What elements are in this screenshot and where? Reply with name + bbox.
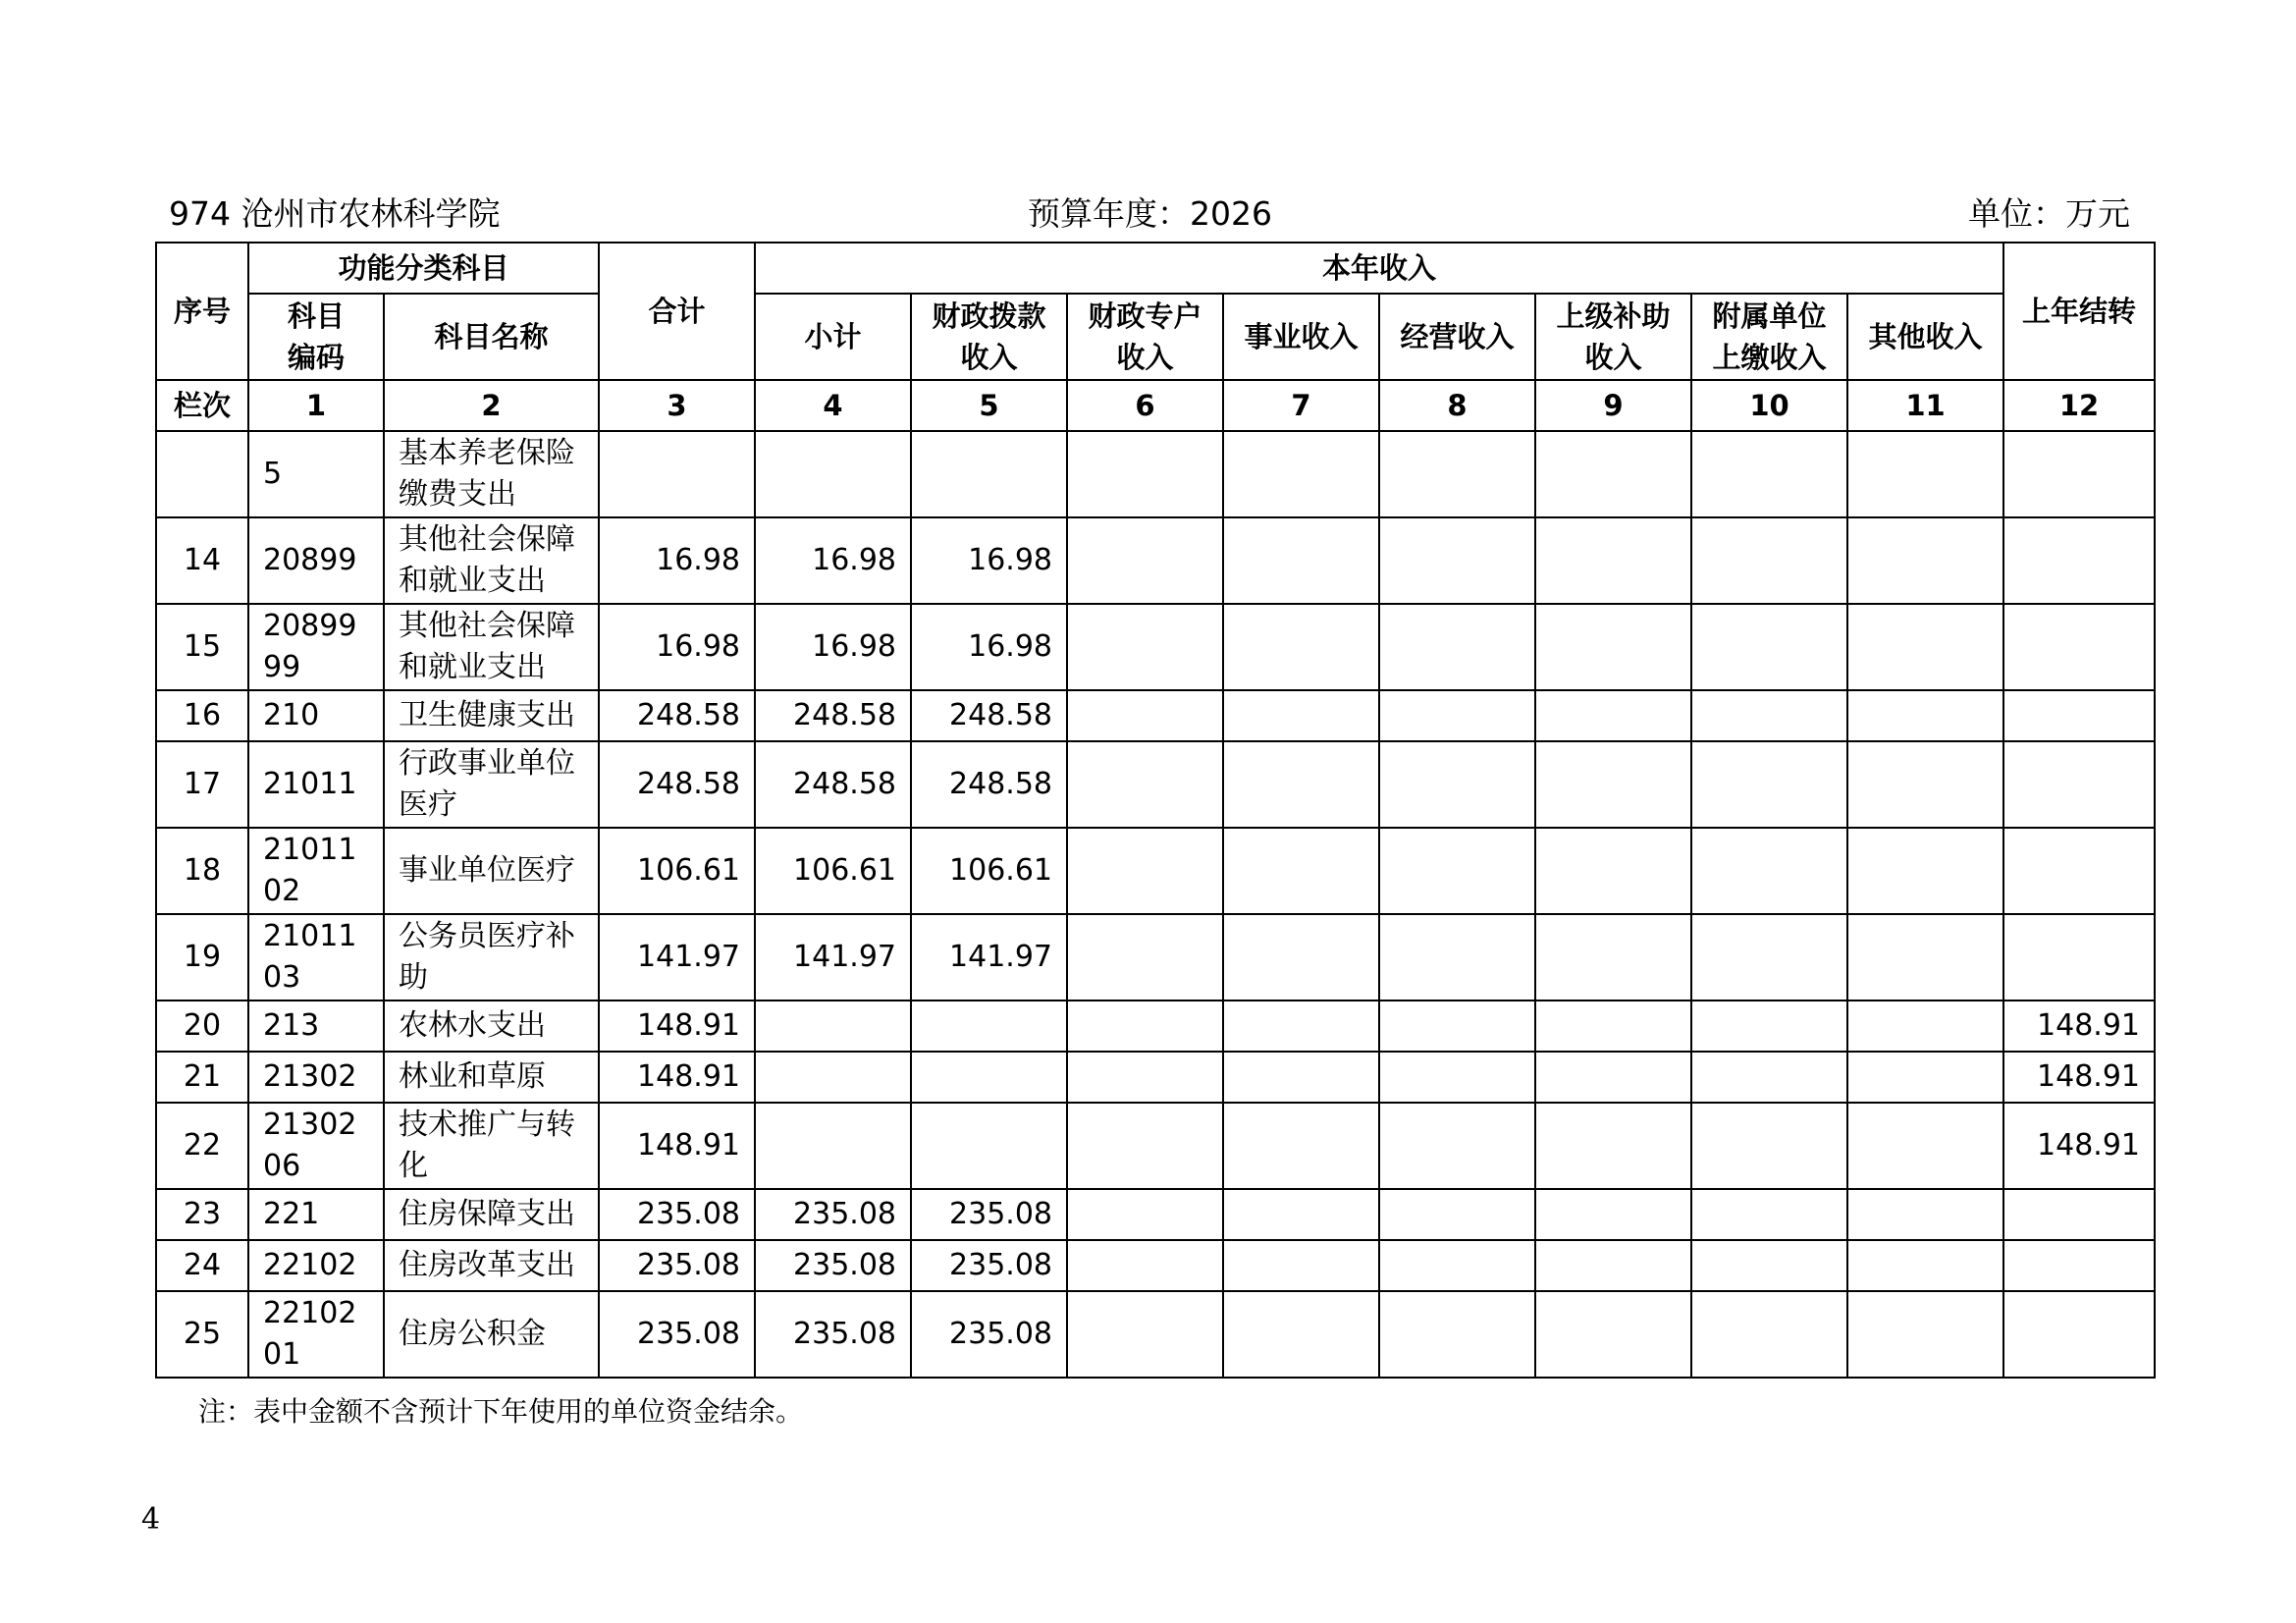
cell-name: 林业和草原 xyxy=(384,1052,599,1103)
cell-empty xyxy=(1067,1189,1223,1240)
cell-name: 基本养老保险缴费支出 xyxy=(384,431,599,517)
cell-seq: 25 xyxy=(156,1291,248,1378)
table-row xyxy=(156,828,2155,914)
cell-empty xyxy=(1379,914,1535,1001)
cell-empty xyxy=(1223,741,1379,828)
cell-seq: 18 xyxy=(156,828,248,914)
cell-empty xyxy=(1847,1189,2003,1240)
page-number: 4 xyxy=(141,1502,161,1537)
cell-empty xyxy=(1535,1291,1691,1378)
cell-total: 141.97 xyxy=(599,914,755,1001)
cell-empty xyxy=(1223,1291,1379,1378)
col-operating: 经营收入 xyxy=(1379,294,1535,380)
col-fiscal-appropriation: 财政拨款 收入 xyxy=(911,294,1067,380)
cell-empty xyxy=(1535,1103,1691,1189)
cell-empty xyxy=(1691,1189,1847,1240)
col-fiscal-special: 财政专户 收入 xyxy=(1067,294,1223,380)
cell-empty xyxy=(1223,1052,1379,1103)
cell-carryover xyxy=(2003,1291,2155,1378)
col-number: 5 xyxy=(911,380,1067,431)
cell-name: 公务员医疗补助 xyxy=(384,914,599,1001)
cell-carryover xyxy=(2003,690,2155,741)
cell-empty xyxy=(1691,1291,1847,1378)
col-code: 科目 编码 xyxy=(248,294,384,380)
cell-code: 221 xyxy=(248,1189,384,1240)
cell-empty xyxy=(1691,690,1847,741)
cell-empty xyxy=(1379,604,1535,690)
table-row xyxy=(156,914,2155,1001)
cell-seq: 19 xyxy=(156,914,248,1001)
cell-empty xyxy=(1535,828,1691,914)
cell-seq: 22 xyxy=(156,1103,248,1189)
cell-seq: 16 xyxy=(156,690,248,741)
cell-empty xyxy=(1379,1052,1535,1103)
cell-total: 148.91 xyxy=(599,1103,755,1189)
cell-fiscal: 248.58 xyxy=(911,690,1067,741)
cell-empty xyxy=(1535,690,1691,741)
cell-empty xyxy=(1379,741,1535,828)
table-row xyxy=(156,741,2155,828)
cell-empty xyxy=(1691,1052,1847,1103)
cell-empty xyxy=(1223,1240,1379,1291)
cell-carryover xyxy=(2003,914,2155,1001)
cell-name: 住房公积金 xyxy=(384,1291,599,1378)
col-number: 7 xyxy=(1223,380,1379,431)
cell-empty xyxy=(1691,914,1847,1001)
cell-subtotal: 235.08 xyxy=(755,1189,911,1240)
cell-empty xyxy=(1067,690,1223,741)
cell-empty xyxy=(1847,1240,2003,1291)
cell-name: 住房保障支出 xyxy=(384,1189,599,1240)
cell-code: 210 xyxy=(248,690,384,741)
measure-unit: 单位：万元 xyxy=(1968,194,2130,233)
cell-empty xyxy=(1847,604,2003,690)
cell-empty xyxy=(1067,1291,1223,1378)
cell-code: 213 xyxy=(248,1001,384,1052)
cell-empty xyxy=(1067,1240,1223,1291)
cell-fiscal xyxy=(911,1052,1067,1103)
cell-empty xyxy=(1847,1001,2003,1052)
cell-empty xyxy=(1379,431,1535,517)
cell-carryover: 148.91 xyxy=(2003,1001,2155,1052)
cell-code: 21011 xyxy=(248,741,384,828)
cell-name: 其他社会保障和就业支出 xyxy=(384,517,599,604)
table-row xyxy=(156,1291,2155,1378)
col-number: 10 xyxy=(1691,380,1847,431)
cell-name: 卫生健康支出 xyxy=(384,690,599,741)
cell-empty xyxy=(1847,431,2003,517)
cell-code: 2089999 xyxy=(248,604,384,690)
cell-total: 16.98 xyxy=(599,517,755,604)
cell-empty xyxy=(1535,431,1691,517)
cell-empty xyxy=(1847,828,2003,914)
table-header-line xyxy=(169,189,2130,239)
cell-seq: 23 xyxy=(156,1189,248,1240)
col-superior-subsidy: 上级补助 收入 xyxy=(1535,294,1691,380)
cell-empty xyxy=(1379,1189,1535,1240)
cell-fiscal: 235.08 xyxy=(911,1291,1067,1378)
table-row xyxy=(156,1052,2155,1103)
table-row xyxy=(156,690,2155,741)
cell-empty xyxy=(1067,1001,1223,1052)
cell-total xyxy=(599,431,755,517)
col-business: 事业收入 xyxy=(1223,294,1379,380)
cell-code: 2101102 xyxy=(248,828,384,914)
cell-empty xyxy=(1535,604,1691,690)
cell-empty xyxy=(1067,828,1223,914)
cell-empty xyxy=(1691,1103,1847,1189)
table-row xyxy=(156,1240,2155,1291)
table-row xyxy=(156,517,2155,604)
cell-total: 148.91 xyxy=(599,1052,755,1103)
cell-seq: 14 xyxy=(156,517,248,604)
cell-total: 235.08 xyxy=(599,1291,755,1378)
col-func-class: 功能分类科目 xyxy=(248,243,599,294)
cell-empty xyxy=(1067,741,1223,828)
cell-empty xyxy=(1379,1240,1535,1291)
cell-empty xyxy=(1535,741,1691,828)
cell-name: 技术推广与转化 xyxy=(384,1103,599,1189)
cell-empty xyxy=(1067,1052,1223,1103)
cell-empty xyxy=(1223,517,1379,604)
budget-year: 预算年度：2026 xyxy=(1028,194,1272,233)
cell-code: 2130206 xyxy=(248,1103,384,1189)
cell-empty xyxy=(1691,604,1847,690)
cell-empty xyxy=(1223,1001,1379,1052)
cell-subtotal xyxy=(755,1052,911,1103)
cell-empty xyxy=(1379,517,1535,604)
cell-fiscal xyxy=(911,1001,1067,1052)
cell-total: 106.61 xyxy=(599,828,755,914)
cell-seq: 17 xyxy=(156,741,248,828)
col-total: 合计 xyxy=(599,243,755,380)
cell-subtotal: 106.61 xyxy=(755,828,911,914)
col-label: 栏次 xyxy=(156,380,248,431)
cell-empty xyxy=(1691,431,1847,517)
cell-subtotal xyxy=(755,431,911,517)
cell-empty xyxy=(1379,1001,1535,1052)
cell-carryover: 148.91 xyxy=(2003,1103,2155,1189)
cell-code: 20899 xyxy=(248,517,384,604)
cell-seq: 24 xyxy=(156,1240,248,1291)
budget-table xyxy=(155,242,2156,1379)
cell-empty xyxy=(1223,690,1379,741)
cell-empty xyxy=(1691,1001,1847,1052)
cell-carryover xyxy=(2003,1189,2155,1240)
col-affiliate: 附属单位 上缴收入 xyxy=(1691,294,1847,380)
cell-name: 行政事业单位医疗 xyxy=(384,741,599,828)
col-number: 9 xyxy=(1535,380,1691,431)
cell-code: 2210201 xyxy=(248,1291,384,1378)
cell-name: 事业单位医疗 xyxy=(384,828,599,914)
col-number: 12 xyxy=(2003,380,2155,431)
cell-empty xyxy=(1379,1103,1535,1189)
table-row xyxy=(156,1189,2155,1240)
cell-fiscal: 248.58 xyxy=(911,741,1067,828)
cell-subtotal xyxy=(755,1001,911,1052)
cell-empty xyxy=(1847,1052,2003,1103)
cell-empty xyxy=(1535,1240,1691,1291)
cell-carryover xyxy=(2003,1240,2155,1291)
cell-name: 其他社会保障和就业支出 xyxy=(384,604,599,690)
cell-carryover xyxy=(2003,604,2155,690)
cell-total: 248.58 xyxy=(599,741,755,828)
cell-subtotal: 141.97 xyxy=(755,914,911,1001)
cell-empty xyxy=(1223,431,1379,517)
cell-empty xyxy=(1535,1001,1691,1052)
cell-fiscal: 235.08 xyxy=(911,1240,1067,1291)
cell-empty xyxy=(1379,690,1535,741)
cell-subtotal: 16.98 xyxy=(755,517,911,604)
cell-carryover: 148.91 xyxy=(2003,1052,2155,1103)
cell-fiscal: 16.98 xyxy=(911,604,1067,690)
cell-empty xyxy=(1847,690,2003,741)
cell-subtotal: 235.08 xyxy=(755,1291,911,1378)
cell-seq: 15 xyxy=(156,604,248,690)
cell-carryover xyxy=(2003,517,2155,604)
col-number: 8 xyxy=(1379,380,1535,431)
col-number: 4 xyxy=(755,380,911,431)
cell-empty xyxy=(1535,517,1691,604)
col-current-income: 本年收入 xyxy=(755,243,2003,294)
cell-total: 248.58 xyxy=(599,690,755,741)
cell-fiscal: 106.61 xyxy=(911,828,1067,914)
col-number: 1 xyxy=(248,380,384,431)
cell-code: 22102 xyxy=(248,1240,384,1291)
col-name: 科目名称 xyxy=(384,294,599,380)
cell-fiscal: 16.98 xyxy=(911,517,1067,604)
col-carryover: 上年结转 xyxy=(2003,243,2155,380)
cell-empty xyxy=(1223,914,1379,1001)
cell-empty xyxy=(1691,517,1847,604)
unit-name: 974 沧州市农林科学院 xyxy=(169,194,501,233)
cell-code: 21302 xyxy=(248,1052,384,1103)
cell-empty xyxy=(1847,914,2003,1001)
cell-empty xyxy=(1379,828,1535,914)
footnote: 注：表中金额不含预计下年使用的单位资金结余。 xyxy=(198,1395,804,1428)
cell-subtotal: 235.08 xyxy=(755,1240,911,1291)
cell-total: 16.98 xyxy=(599,604,755,690)
col-number: 6 xyxy=(1067,380,1223,431)
cell-empty xyxy=(1691,741,1847,828)
cell-seq xyxy=(156,431,248,517)
table-row xyxy=(156,1103,2155,1189)
cell-carryover xyxy=(2003,431,2155,517)
cell-subtotal: 248.58 xyxy=(755,690,911,741)
cell-empty xyxy=(1847,741,2003,828)
cell-subtotal: 16.98 xyxy=(755,604,911,690)
col-seq: 序号 xyxy=(156,243,248,380)
cell-code: 2101103 xyxy=(248,914,384,1001)
cell-seq: 21 xyxy=(156,1052,248,1103)
cell-empty xyxy=(1067,431,1223,517)
cell-fiscal xyxy=(911,1103,1067,1189)
cell-empty xyxy=(1379,1291,1535,1378)
cell-carryover xyxy=(2003,741,2155,828)
cell-empty xyxy=(1691,1240,1847,1291)
cell-empty xyxy=(1691,828,1847,914)
cell-fiscal: 141.97 xyxy=(911,914,1067,1001)
col-subtotal: 小计 xyxy=(755,294,911,380)
col-number: 3 xyxy=(599,380,755,431)
cell-seq: 20 xyxy=(156,1001,248,1052)
cell-fiscal: 235.08 xyxy=(911,1189,1067,1240)
table-row xyxy=(156,604,2155,690)
cell-subtotal: 248.58 xyxy=(755,741,911,828)
cell-empty xyxy=(1535,1189,1691,1240)
cell-empty xyxy=(1847,517,2003,604)
cell-subtotal xyxy=(755,1103,911,1189)
cell-empty xyxy=(1223,1103,1379,1189)
cell-name: 农林水支出 xyxy=(384,1001,599,1052)
cell-total: 235.08 xyxy=(599,1240,755,1291)
col-other: 其他收入 xyxy=(1847,294,2003,380)
cell-empty xyxy=(1847,1291,2003,1378)
cell-total: 235.08 xyxy=(599,1189,755,1240)
table-row xyxy=(156,1001,2155,1052)
cell-empty xyxy=(1067,517,1223,604)
col-number: 2 xyxy=(384,380,599,431)
cell-carryover xyxy=(2003,828,2155,914)
cell-empty xyxy=(1223,1189,1379,1240)
budget-body xyxy=(156,431,2155,1378)
cell-empty xyxy=(1067,914,1223,1001)
cell-empty xyxy=(1067,1103,1223,1189)
cell-empty xyxy=(1223,828,1379,914)
cell-name: 住房改革支出 xyxy=(384,1240,599,1291)
cell-fiscal xyxy=(911,431,1067,517)
cell-empty xyxy=(1847,1103,2003,1189)
cell-code: 5 xyxy=(248,431,384,517)
cell-total: 148.91 xyxy=(599,1001,755,1052)
col-number: 11 xyxy=(1847,380,2003,431)
cell-empty xyxy=(1067,604,1223,690)
cell-empty xyxy=(1535,1052,1691,1103)
cell-empty xyxy=(1223,604,1379,690)
table-row xyxy=(156,431,2155,517)
cell-empty xyxy=(1535,914,1691,1001)
